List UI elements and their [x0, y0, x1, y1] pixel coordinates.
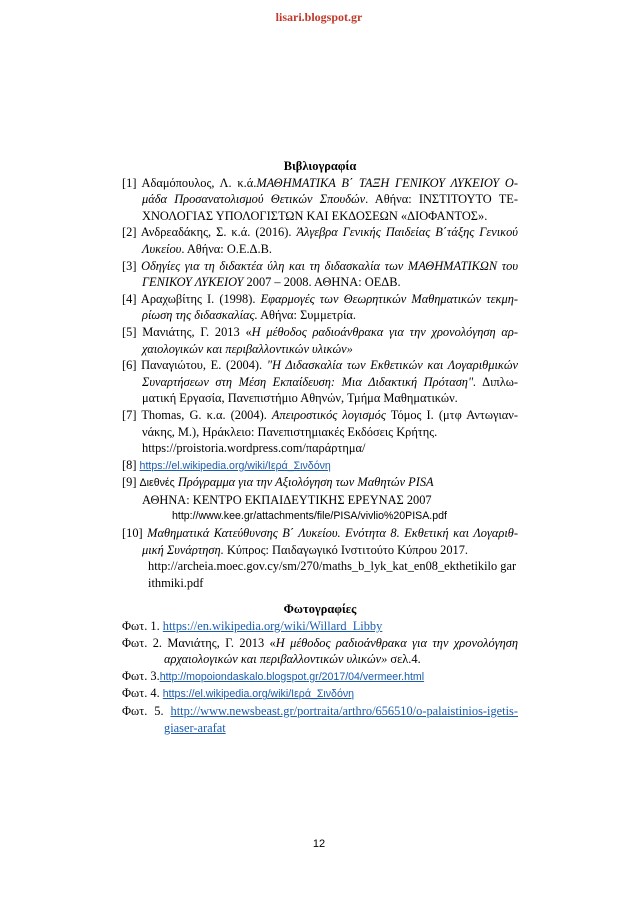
reference-6: [6] Παναγιώτου, Ε. (2004). "Η Διδασκαλία των Εκθετικών και Λογαριθμικών Συναρτήσεων στη Μέση Εκπαίδευση: Μια Διδακτική Πρόταση". Διπλω-ματική Εργασία, Πανεπιστήμιο Αθηνών, Τμήμα Μαθηματικών. — [122, 358, 519, 406]
page-number: 12 — [312, 838, 326, 850]
photo-3: Φωτ. 3.http://mopoiondaskalo.blogspot.gr/2017/04/vermeer.html — [122, 668, 425, 683]
reference-8: [8] https://el.wikipedia.org/wiki/Ιερά_Σινδόνη — [122, 457, 331, 472]
photo-4-link[interactable]: https://el.wikipedia.org/wiki/Ιερά_Σινδόνη — [162, 688, 355, 701]
reference-7: [7] Thomas, G. κ.α. (2004). Απειροστικός λογισμός Τόμος Ι. (μτφ Αντωγιαν-νάκης, Μ.), Ηράκλειο: Πανεπιστημιακές Εκδόσεις Κρήτης. — [122, 407, 519, 439]
reference-10: [10] Μαθηματικά Κατεύθυνσης Β΄ Λυκείου. Ενότητα 8. Εκθετική και Λογαριθ-μική Συνάρτηση. Κύπρος: Παιδαγωγικό Ινστιτούτο Κύπρου 2017. — [122, 526, 518, 557]
reference-9-url: http://www.kee.gr/attachments/file/PISA/vivlio%20PISA.pdf — [172, 510, 447, 523]
reference-9: [9] Διεθνές Πρόγραμμα για την Αξιολόγηση των Μαθητών PISA — [122, 475, 434, 490]
site-header: lisari.blogspot.gr — [275, 10, 363, 24]
reference-8-link[interactable]: https://el.wikipedia.org/wiki/Ιερά_Σινδόνη — [139, 459, 331, 472]
bibliography-title: Βιβλιογραφία — [283, 159, 357, 173]
photo-2: Φωτ. 2. Μανιάτης, Γ. 2013 «Η μέθοδος ραδιοάνθρακα για την χρονολόγηση αρχαιολογικών και περιβαλλοντικών υλικών» σελ.4. — [122, 635, 518, 667]
document-body — [122, 158, 518, 736]
photo-5: Φωτ. 5. http://www.newsbeast.gr/portraita/arthro/656510/o-palaistinios-igetis-giaser-arafat — [122, 704, 518, 735]
photo-1-link[interactable]: https://en.wikipedia.org/wiki/Willard_Libby — [162, 619, 383, 634]
reference-4: [4] Αραχωβίτης Ι. (1998). Εφαρμογές των Θεωρητικών Μαθηματικών τεκμη-ρίωση της διδασκαλίας. Αθήνα: Συμμετρία. — [122, 291, 518, 323]
reference-5: [5] Μανιάτης, Γ. 2013 «Η μέθοδος ραδιοάνθρακα για την χρονολόγηση αρ-χαιολογικών και περιβαλλοντικών υλικών» — [122, 324, 518, 356]
photo-1: Φωτ. 1. https://en.wikipedia.org/wiki/Willard_Libby — [122, 619, 383, 634]
reference-2: [2] Ανδρεαδάκης, Σ. κ.ά. (2016). Άλγεβρα Γενικής Παιδείας Β΄τάξης Γενικού Λυκείου. Αθήνα: Ο.Ε.Δ.Β. — [122, 225, 518, 256]
reference-10-url: http://archeia.moec.gov.cy/sm/270/maths_b_lyk_kat_en08_ekthetikilo garithmiki.pdf — [148, 559, 517, 590]
photo-5-link[interactable]: http://www.newsbeast.gr/portraita/arthro/656510/o-palaistinios-igetis-giaser-arafat — [164, 704, 518, 735]
reference-3: [3] Οδηγίες για τη διδακτέα ύλη και τη διδασκαλία των ΜΑΘΗΜΑΤΙΚΩΝ του ΓΕΝΙΚΟΥ ΛΥΚΕΙΟΥ 2007 – 2008. ΑΘΗΝΑ: ΟΕΔΒ. — [122, 258, 519, 290]
photos-title: Φωτογραφίες — [283, 602, 357, 617]
photo-3-link[interactable]: http://mopoiondaskalo.blogspot.gr/2017/04/vermeer.html — [159, 670, 425, 683]
reference-7-url: https://proistoria.wordpress.com/παράρτημα/ — [142, 441, 366, 456]
reference-1: [1] Αδαμόπουλος, Λ. κ.ά.ΜΑΘΗΜΑΤΙΚΑ Β΄ ΤΑΞΗ ΓΕΝΙΚΟΥ ΛΥΚΕΙΟΥ Ο-μάδα Προσανατολισμού Θετικών Σπουδών. Αθήνα: ΙΝΣΤΙΤΟΥΤΟ ΤΕ-ΧΝΟΛΟΓΙΑΣ ΥΠΟΛΟΓΙΣΤΩΝ ΚΑΙ ΕΚΔΟΣΕΩΝ «ΔΙΟΦΑΝΤΟΣ». — [122, 175, 519, 223]
reference-9-publisher: ΑΘΗΝΑ: ΚΕΝΤΡΟ ΕΚΠΑΙΔΕΥΤΙΚΗΣ ΕΡΕΥΝΑΣ 2007 — [142, 492, 432, 507]
photo-4: Φωτ. 4. https://el.wikipedia.org/wiki/Ιερά_Σινδόνη — [122, 686, 355, 701]
